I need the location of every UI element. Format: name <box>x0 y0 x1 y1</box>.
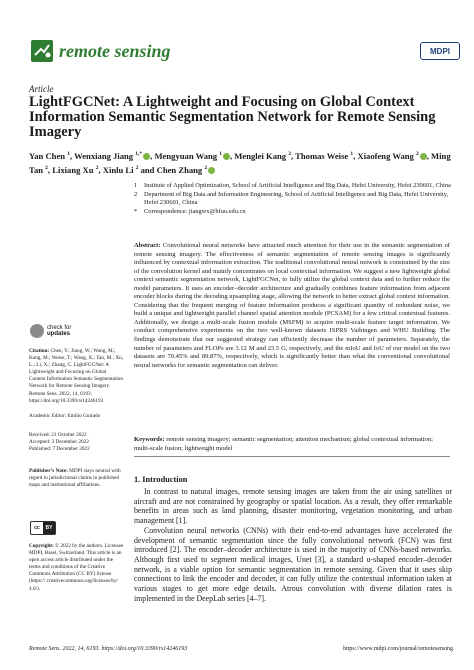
author-name[interactable]: Thomas Weise $^1$ <box>295 150 354 161</box>
author-affiliation-sup: 1 <box>219 151 222 157</box>
author-affiliation-sup: 2 <box>95 164 99 171</box>
keywords-label: Keywords: <box>134 436 165 443</box>
author-name[interactable]: Ming Tan $^2$ <box>29 150 451 175</box>
copyright-label: Copyright: <box>29 543 54 549</box>
check-updates-line2: updates <box>47 331 71 337</box>
publisher-note-label: Publisher’s Note: <box>29 468 68 474</box>
section-heading: 1. Introduction <box>134 475 188 484</box>
footer-citation[interactable]: Remote Sens. 2022, 14, 6193. https://doi.org/10.3390/rs14246193 <box>29 646 188 652</box>
author-name[interactable]: Mengyuan Wang $^1$ <box>154 150 222 161</box>
author-name[interactable]: Menglei Kang $^2$ <box>234 150 291 161</box>
orcid-icon[interactable] <box>208 167 215 174</box>
accepted-date: Accepted: 3 December 2022 <box>29 439 89 446</box>
intro-body <box>134 487 452 603</box>
citation-text: Chen, Y.; Jiang, W.; Wang, M.; Kang, M.; Weise, T.; Wang, X.; Tan, M.; Xu, L.; Li, X.; Zhang, C. LightFGCNet: A Lightweight and Focusing on Global Context Information Semantic Segmentation Network for Remote Sensing Imagery. Remote Sens. 2022, 14, 6193. https://doi.org/10.3390/rs14246193 <box>29 348 124 404</box>
mdpi-logo-icon: MDPI <box>420 42 460 60</box>
author-affiliation-sup: 2 <box>204 164 208 171</box>
academic-editor: Academic Editor: Emilio Guirado <box>29 413 101 419</box>
citation-block <box>29 348 124 405</box>
keywords <box>134 436 450 453</box>
author-affiliation-sup: 2 <box>135 164 139 171</box>
affiliations <box>134 182 454 216</box>
journal-name: remote sensing <box>59 40 171 61</box>
check-updates-icon <box>30 324 44 338</box>
abstract-label: Abstract: <box>134 242 161 249</box>
dates <box>29 432 124 453</box>
affiliation-1: 1 Institute of Applied Optimization, School of Artificial Intelligence and Big Data, Hefei University, Hefei 230601, China <box>134 182 451 189</box>
author-affiliation-sup: 2 <box>45 164 48 171</box>
citation-label: Citation: <box>29 348 50 354</box>
author-list: Yan Chen $^1$, Wenxiang Jiang $^{1,*}$ , Mengyuan Wang $^1$ , Menglei Kang $^2$, Thomas Weise $^1$, Xiaofeng Wang $^2$ , Ming Tan $^2$, Lixiang Xu $^2$, Xinlu Li $^2$ and Chen Zhang $^2$ <box>29 150 451 175</box>
published-date: Published: 7 December 2022 <box>29 446 90 453</box>
publisher-note: Publisher’s Note: MDPI stays neutral with regard to jurisdictional claims in published maps and institutional affiliations. <box>29 468 121 489</box>
orcid-icon[interactable] <box>420 153 427 160</box>
paper-title: LightFGCNet: A Lightweight and Focusing on Global Context Information Semantic Segmentation Network for Remote Sensing Imagery <box>29 94 436 140</box>
author-name[interactable]: Yan Chen $^1$ <box>29 150 70 161</box>
author-affiliation-sup: 2 <box>288 151 291 157</box>
cc-by-license-icon[interactable] <box>30 521 56 535</box>
footer-journal-url[interactable]: https://www.mdpi.com/journal/remotesensing <box>343 646 453 652</box>
orcid-icon[interactable] <box>223 153 230 160</box>
author-name[interactable]: Wenxiang Jiang $^{1,*}$ <box>74 150 143 161</box>
publisher-logo <box>420 42 460 60</box>
check-updates-line1: check for <box>47 324 72 331</box>
received-date: Received: 21 October 2022 <box>29 432 87 438</box>
paragraph: In contrast to natural images, remote sensing images are taken from the air using satellites or aircraft and are not constrained by geography or spatial location. As a result, they offer remarkable benefits in areas such as land planning, disaster monitoring, vegetation monitoring, and urban management [1]. <box>134 487 452 526</box>
author-name[interactable]: Chen Zhang $^2$ <box>156 164 208 175</box>
author-name[interactable]: Xinlu Li $^2$ <box>102 164 139 175</box>
correspondence: * Correspondence: jiangwx@hfuu.edu.cn <box>134 207 246 215</box>
check-for-updates-button[interactable] <box>30 324 71 338</box>
keywords-text: remote sensing imagery; semantic segmentation; attention mechanism; global contextual information; multi-scale fusion; lightweight model <box>134 436 433 452</box>
abstract-text: Convolutional neural networks have attracted much attention for their use in the semantic segmentation of remote sensing imagery. The effectiveness of semantic segmentation of remote sensing images is significantly influenced by contextual information extraction. The traditional convolutional neural network is constrained by the size of the convolution kernel and mainly concentrates on local contextual information. We suggest a new lightweight global context semantic segmentation network, LightFGCNet, to fully utilize the global context data and to further reduce the model parameters. It uses an encoder–decoder architecture and gradually combines feature information from adjacent encoder blocks during the decoding upsampling stage, allowing the network to better extract global context information. Considering that the frequent merging of feature information produces a significant quantity of redundant noise, we build a unique and lightweight parallel channel spatial attention module (PCSAM) for a few critical contextual features. Additionally, we design a multi-scale fusion module (MSFM) to acquire multi-scale feature target information. We conduct comprehensive experiments on the two well-known datasets ISPRS Vaihingen and WHU Building. The findings demonstrate that our suggested strategy can efficiently decrease the number of parameters. Separately, the number of parameters and FLOPs are 3.12 M and 23.5 G, respectively, and the mIoU and IoU of our model on the two datasets are 70.45% and 89.87%, respectively, which is significantly better than what the conventional convolutional neural networks for semantic segmentation can deliver. <box>134 242 450 369</box>
journal-logo-icon <box>31 40 53 62</box>
page-footer <box>29 646 453 652</box>
copyright-block: Copyright: © 2022 by the authors. Licensee MDPI, Basel, Switzerland. This article is an open access article distributed under the terms and conditions of the Creative Commons Attribution (CC BY) license (https:// creativecommons.org/licenses/by/ 4.0/). <box>29 543 124 592</box>
divider <box>134 456 450 457</box>
article-type: Article <box>29 84 54 94</box>
author-affiliation-sup: 1 <box>350 151 354 157</box>
author-affiliation-sup: 2 <box>416 151 419 157</box>
journal-header <box>31 40 171 62</box>
author-affiliation-sup: 1,* <box>135 151 143 157</box>
author-name[interactable]: Lixiang Xu $^2$ <box>52 164 99 175</box>
author-affiliation-sup: 1 <box>67 151 70 157</box>
abstract <box>134 242 450 370</box>
paragraph: Convolution neural networks (CNNs) with their end-to-end advantages have accelerated the development of semantic segmentation since the fully convolutional network (FCN) was first introduced [2]. The encoder–decoder architecture is used in the majority of CNNs-based networks. Although first used to segment medical images, Unet [3], a standard u-shaped encoder–decoder network, is a viable option for semantic segmentation in remote sensing. Given that it uses skip connections to link the encoder and decoder, it can fully utilize the contextual information taken at various stages to get more edge details. Atrous convolution with diverse dilation rates is implemented in the DeepLab series [4–7]. <box>134 525 452 603</box>
by-icon: BY <box>43 522 55 534</box>
cc-icon: cc <box>34 525 40 531</box>
author-name[interactable]: Xiaofeng Wang $^2$ <box>357 150 419 161</box>
affiliation-2: 2 Department of Big Data and Information Engineering, School of Artificial Intelligence and Big Data, Hefei University, Hefei 230601, China <box>134 190 449 207</box>
